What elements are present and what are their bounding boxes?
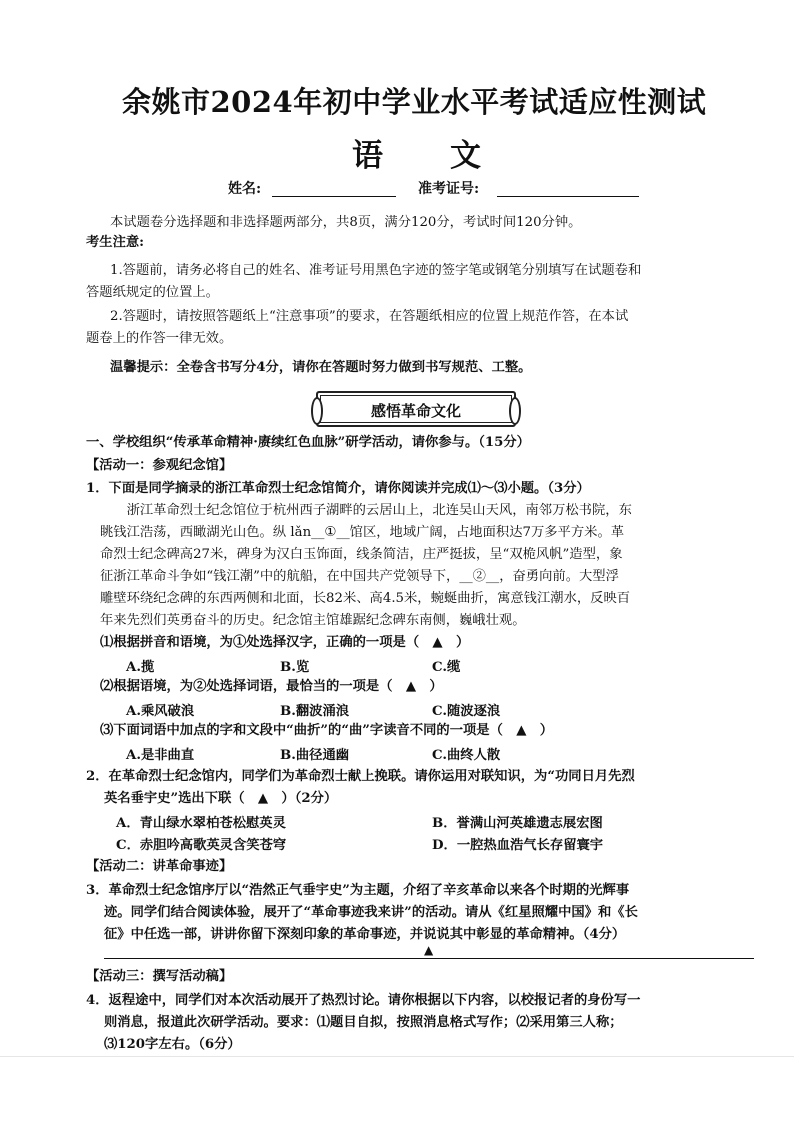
q1-2-option-a[interactable]: A.乘风破浪 [126,704,195,719]
question-2-stem: 2．在革命烈士纪念馆内，同学们为革命烈士献上挽联。请你运用对联知识，为“功同日月先烈 [86,769,635,784]
exam-title: 余姚市2024年初中学业水平考试适应性测试 [122,85,707,119]
passage-line: 命烈士纪念碑高27米，碑身为汉白玉饰面，线条简洁，庄严挺拔，呈“双桅风帆”造型，象 [100,547,623,562]
question-2-stem-cont: 英名垂宇史”选出下联（ ▲ ）（2分） [104,791,338,806]
question-3: 3．革命烈士纪念馆序厅以“浩然正气垂宇史”为主题，介绍了辛亥革命以来各个时期的光辉事 [86,883,630,898]
page-edge [0,1056,794,1057]
q2-option-d[interactable]: D．一腔热血浩气长存留寰宇 [432,838,604,853]
q1-2-option-c[interactable]: C.随波逐浪 [432,704,501,719]
exam-intro: 本试题卷分选择题和非选择题两部分，共8页，满分120分，考试时间120分钟。 [110,215,582,230]
notice-1a: 1.答题前，请务必将自己的姓名、准考证号用黑色字迹的签字笔或钢笔分别填写在试题卷和 [110,263,642,278]
q1-3-option-a[interactable]: A.是非曲直 [126,748,195,763]
section-heading: 一、学校组织“传承革命精神·赓续红色血脉”研学活动，请你参与。（15分） [86,435,530,450]
passage-line: 年来先烈们英勇奋斗的历史。纪念馆主馆雄踞纪念碑东南侧，巍峨壮观。 [100,613,526,628]
passage-line: 浙江革命烈士纪念馆位于杭州西子湖畔的云居山上，北连吴山天风，南邻万松书院，东 [100,503,632,518]
question-1-3: ⑶下面词语中加点的字和文段中“曲折”的“曲”字读音不同的一项是（ ▲ ） [100,723,554,738]
candidate-id-label: 准考证号: [418,181,480,197]
name-field-line[interactable] [272,196,396,197]
activity-1-heading: 【活动一：参观纪念馆】 [86,458,233,473]
question-1-1: ⑴根据拼音和语境，为①处选择汉字，正确的一项是（ ▲ ） [100,635,470,650]
q1-2-option-b[interactable]: B.翻波涌浪 [280,704,350,719]
candidate-id-field-line[interactable] [497,196,639,197]
writing-tip: 温馨提示：全卷含书写分4分，请你在答题时努力做到书写规范、工整。 [110,360,532,375]
notice-2a: 2.答题时，请按照答题纸上“注意事项”的要求，在答题纸相应的位置上规范作答，在本试 [110,309,629,324]
question-4-cont: ⑶120字左右。（6分） [104,1037,241,1052]
activity-2-heading: 【活动二：讲革命事迹】 [86,859,233,874]
question-3-cont: 征》中任选一部，讲讲你留下深刻印象的革命事迹，并说说其中彰显的革命精神。（4分） [104,927,626,942]
subject-title: 语 文 [352,138,499,174]
name-label: 姓名: [228,181,262,197]
banner-label: 感悟革命文化 [370,402,461,420]
q1-1-option-b[interactable]: B.览 [280,660,310,675]
passage-line: 征浙江革命斗争如“钱江潮”中的航船，在中国共产党领导下，__②__，奋勇向前。大型浮 [100,569,619,584]
activity-3-heading: 【活动三：撰写活动稿】 [86,969,233,984]
q1-3-option-c[interactable]: C.曲终人散 [432,748,501,763]
question-1-2: ⑵根据语境，为②处选择词语，最恰当的一项是（ ▲ ） [100,679,443,694]
q1-1-option-a[interactable]: A.揽 [126,660,155,675]
passage-line: 雕壁环绕纪念碑的东西两侧和北面，长82米、高4.5米，蜿蜒曲折，寓意钱江潮水，反映百 [100,591,631,606]
answer-line[interactable] [104,958,754,959]
q2-option-c[interactable]: C．赤胆吟高歌英灵含笑苍穹 [116,838,287,853]
passage-line: 眺钱江浩荡，西瞰湖光山色。纵 lǎn__①__馆区，地域广阔，占地面积达7万多平方米。革 [100,525,625,540]
notice-2b: 题卷上的作答一律无效。 [86,331,233,346]
q2-option-a[interactable]: A．青山绿水翠柏苍松慰英灵 [116,816,286,831]
answer-marker: ▲ [424,943,434,957]
question-3-cont: 迹。同学们结合阅读体验，展开了“革命事迹我来讲”的活动。请从《红星照耀中国》和《长 [104,905,638,920]
question-4: 4．返程途中，同学们对本次活动展开了热烈讨论。请你根据以下内容，以校报记者的身份写一 [86,993,641,1008]
question-1-stem: 1．下面是同学摘录的浙江革命烈士纪念馆简介，请你阅读并完成⑴～⑶小题。（3分） [86,481,590,496]
q1-3-option-b[interactable]: B.曲径通幽 [280,748,350,763]
question-4-cont: 则消息，报道此次研学活动。要求：⑴题目自拟，按照消息格式写作；⑵采用第三人称； [104,1015,623,1030]
notice-1b: 答题纸规定的位置上。 [86,285,219,300]
notice-title: 考生注意: [86,235,145,250]
q2-option-b[interactable]: B．誉满山河英雄遗志展宏图 [432,816,603,831]
q1-1-option-c[interactable]: C.缆 [432,660,461,675]
section-banner [316,391,516,427]
